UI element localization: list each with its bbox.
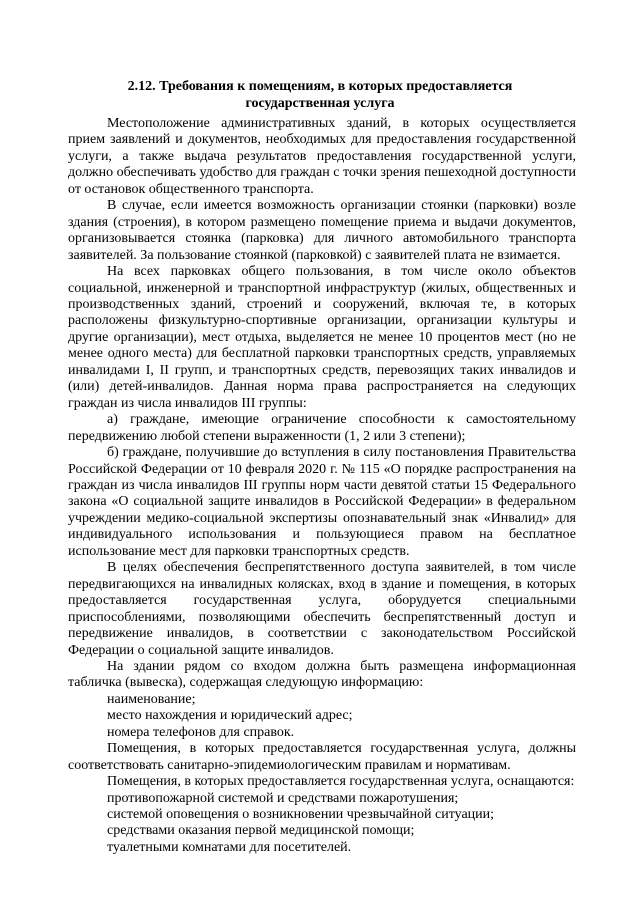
paragraph-sanitary: Помещения, в которых предоставляется государственная услуга, должны соответствовать санитарно-эпидемиологическим правилам и нормативам. bbox=[68, 741, 576, 773]
section-heading bbox=[60, 79, 580, 112]
section-body bbox=[68, 116, 576, 856]
paragraph-equipped: Помещения, в которых предоставляется государственная услуга, оснащаются: bbox=[107, 774, 575, 790]
signboard-item: номера телефонов для справок. bbox=[107, 724, 295, 740]
signboard-item: наименование; bbox=[107, 691, 196, 707]
paragraph-public-parking: На всех парковках общего пользования, в том числе около объектов социальной, инженерной и транспортной инфраструктур (жилых, общественных и производственных зданий, строений и сооружений, включая те, в которых расположены физкультурно-спортивные организации, организации культуры и другие организации), мест отдыха, выделяется не менее 10 процентов мест (но не менее одного места) для бесплатной парковки транспортных средств, управляемых инвалидами I, II групп, и транспортных средств, перевозящих таких инвалидов и (или) детей-инвалидов. Данная норма права распространяется на следующих граждан из числа инвалидов III группы: bbox=[68, 264, 576, 411]
paragraph-location: Местоположение административных зданий, в которых осуществляется прием заявлений и документов, необходимых для предоставления государственной услуги, а также выдача результатов предоставления государственной услуги, должно обеспечивать удобство для граждан с точки зрения пешеходной доступности от остановок общественного транспорта. bbox=[68, 116, 576, 197]
equipment-item: туалетными комнатами для посетителей. bbox=[107, 839, 352, 855]
section-heading-line-1: 2.12. Требования к помещениям, в которых предоставляется bbox=[127, 79, 513, 94]
signboard-item: место нахождения и юридический адрес; bbox=[107, 708, 353, 724]
section-heading-line-2: государственная услуга bbox=[245, 95, 395, 111]
paragraph-item-b: б) граждане, получившие до вступления в силу постановления Правительства Российской Федерации от 10 февраля 2020 г. № 115 «О порядке распространения на граждан из числа инвалидов III группы норм части девятой статьи 15 Федерального закона «О социальной защите инвалидов в Российской Федерации» в федеральном учреждении медико-социальной экспертизы опознавательный знак «Инвалид» для индивидуального использования и пользующиеся правом на бесплатное использование мест для парковки транспортных средств. bbox=[68, 445, 576, 559]
paragraph-signboard: На здании рядом со входом должна быть размещена информационная табличка (вывеска), содержащая следующую информацию: bbox=[68, 658, 576, 691]
equipment-item: противопожарной системой и средствами пожаротушения; bbox=[107, 790, 459, 806]
equipment-item: системой оповещения о возникновении чрезвычайной ситуации; bbox=[107, 807, 495, 823]
paragraph-item-a: а) граждане, имеющие ограничение способности к самостоятельному передвижению любой степени выраженности (1, 2 или 3 степени); bbox=[68, 412, 576, 444]
paragraph-accessibility: В целях обеспечения беспрепятственного доступа заявителей, в том числе передвигающихся на инвалидных колясках, вход в здание и помещения, в которых предоставляется государственная услуга, оборудуется специальными приспособлениями, позволяющими обеспечить беспрепятственный доступ и передвижение инвалидов, в соответствии с законодательством Российской Федерации о социальной защите инвалидов. bbox=[68, 560, 576, 658]
paragraph-parking: В случае, если имеется возможность организации стоянки (парковки) возле здания (строения), в котором размещено помещение приема и выдачи документов, организовывается стоянка (парковка) для личного автомобильного транспорта заявителей. За пользование стоянкой (парковкой) с заявителей плата не взимается. bbox=[68, 198, 576, 263]
equipment-item: средствами оказания первой медицинской помощи; bbox=[107, 823, 415, 839]
